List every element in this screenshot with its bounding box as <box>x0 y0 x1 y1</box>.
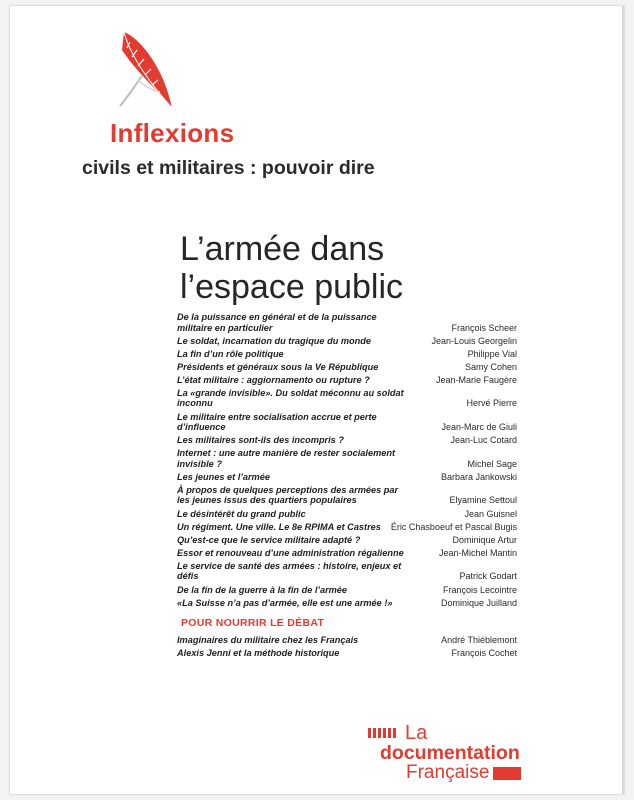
issue-title-line2: l’espace public <box>180 268 404 306</box>
toc-author: Dominique Juilland <box>440 597 517 608</box>
toc-entry <box>177 648 517 659</box>
issue-title-line1: L’armée dans <box>180 230 385 268</box>
toc-author: Samy Cohen <box>464 361 517 372</box>
toc-author: Michel Sage <box>467 458 517 469</box>
toc-title: Imaginaires du militaire chez les Français <box>177 635 359 646</box>
toc-title: «La Suisse n’a pas d’armée, elle est une armée !» <box>177 597 393 608</box>
toc-title: Un régiment. Une ville. Le 8e RPIMA et Castres <box>177 521 381 532</box>
toc-entry <box>177 585 517 596</box>
toc-author: Jean-Marie Faugère <box>435 374 517 385</box>
toc-author: Jean-Luc Cotard <box>450 435 517 446</box>
journal-title: Inflexions <box>110 118 235 148</box>
toc-author: Dominique Artur <box>452 534 517 545</box>
toc-entry <box>177 561 517 582</box>
toc-entry <box>177 388 517 409</box>
toc-entry <box>177 635 517 646</box>
toc-title: Présidents et généraux sous la Ve République <box>177 361 379 372</box>
toc-author: Jean-Michel Mantin <box>438 547 517 558</box>
issue-title <box>180 230 403 306</box>
toc-author: François Lecointre <box>442 584 517 595</box>
toc-author: Jean-Marc de Giuli <box>441 422 517 433</box>
toc-entry <box>177 548 517 559</box>
toc-author: Barbara Jankowski <box>440 471 517 482</box>
toc-entry <box>177 522 517 533</box>
table-of-contents <box>177 312 517 661</box>
journal-subtitle: civils et militaires : pouvoir dire <box>82 157 375 179</box>
toc-entry <box>177 535 517 546</box>
toc-title: Le service de santé des armées : histoire, enjeux et défis <box>177 560 402 582</box>
toc-author: Hervé Pierre <box>466 398 517 409</box>
toc-entry <box>177 435 517 446</box>
toc-entry <box>177 485 517 506</box>
toc-entry <box>177 598 517 609</box>
toc-entry <box>177 472 517 483</box>
toc-title: De la fin de la guerre à la fin de l’armée <box>177 584 348 595</box>
toc-author: Jean-Louis Georgelin <box>431 335 517 346</box>
toc-title: À propos de quelques perceptions des armées par les jeunes issus des quartiers populaires <box>177 484 399 506</box>
toc-entry <box>177 312 517 333</box>
toc-author: Elyamine Settoul <box>449 495 517 506</box>
publisher-block-icon <box>493 767 521 780</box>
toc-title: Les militaires sont-ils des incompris ? <box>177 435 344 446</box>
book-cover <box>10 6 624 794</box>
toc-entry <box>177 349 517 360</box>
debate-section-heading: POUR NOURRIR LE DÉBAT <box>181 617 325 630</box>
toc-title: La fin d’un rôle politique <box>177 348 284 359</box>
toc-author: Jean Guisnel <box>464 508 517 519</box>
toc-author: François Cochet <box>451 648 517 659</box>
toc-author: André Thiéblemont <box>441 635 517 646</box>
toc-title: La «grande invisible». Du soldat méconnu au soldat inconnu <box>177 387 404 409</box>
toc-title: Le soldat, incarnation du tragique du monde <box>177 335 371 346</box>
quill-feather-icon <box>110 28 180 114</box>
toc-entry <box>177 412 517 433</box>
toc-author: François Scheer <box>451 322 517 333</box>
publisher-line1: La <box>405 722 428 744</box>
toc-author: Patrick Godart <box>459 571 517 582</box>
toc-title: L’état militaire : aggiornamento ou rupture ? <box>177 374 370 385</box>
toc-entry <box>177 509 517 520</box>
publisher-line2: documentation <box>380 742 520 764</box>
toc-entry <box>177 336 517 347</box>
toc-title: Essor et renouveau d’une administration régalienne <box>177 547 404 558</box>
toc-entry <box>177 362 517 373</box>
toc-title: Internet : une autre manière de rester socialement invisible ? <box>177 448 396 469</box>
toc-author: Éric Chasboeuf et Pascal Bugis <box>390 521 517 532</box>
toc-entry <box>177 375 517 386</box>
toc-title: Le désintérêt du grand public <box>177 508 306 519</box>
toc-title: Alexis Jenni et la méthode historique <box>177 648 340 659</box>
toc-title: De la puissance en général et de la puissance militaire en particulier <box>177 312 377 333</box>
toc-author: Philippe Vial <box>467 348 517 359</box>
publisher-bars-icon <box>368 728 402 738</box>
toc-title: Les jeunes et l’armée <box>177 471 270 482</box>
toc-entry <box>177 448 517 469</box>
cover-edge <box>622 6 624 794</box>
toc-title: Le militaire entre socialisation accrue et perte d’influence <box>177 411 377 433</box>
publisher-line3: Française <box>406 762 490 783</box>
toc-title: Qu’est-ce que le service militaire adapté ? <box>177 534 361 545</box>
